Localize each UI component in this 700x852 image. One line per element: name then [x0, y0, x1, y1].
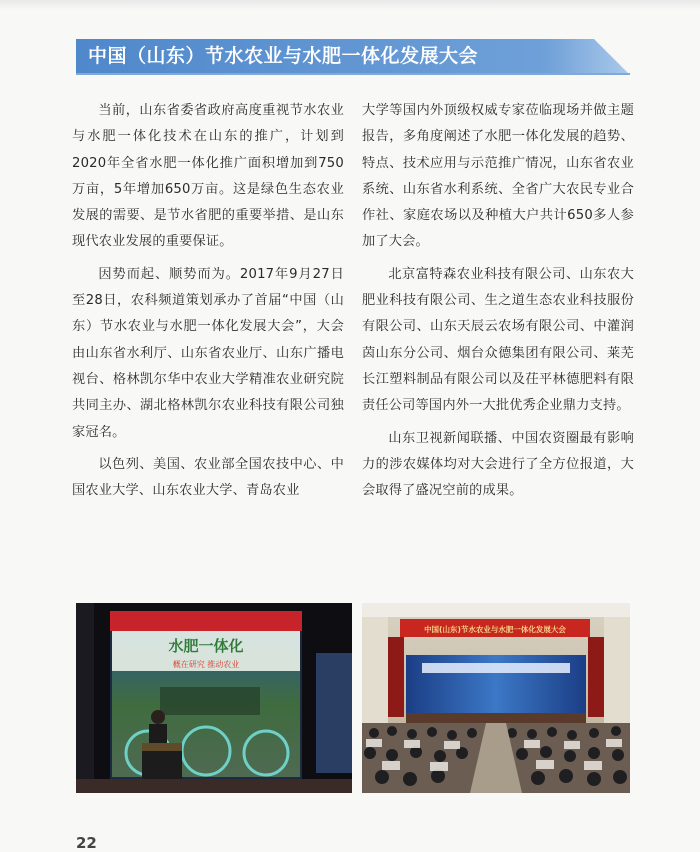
photo-speaker-podium — [76, 603, 352, 793]
article-right-column — [362, 98, 634, 504]
hall-photo-image — [362, 603, 630, 793]
paragraph-3-continued: 大学等国内外顶级权威专家莅临现场并做主题报告，多角度阐述了水肥一体化发展的趋势、特点、技术应用与示范推广情况，山东省农业系统、山东省水利系统、全省广大农民专业合作社、家庭农场以及种植大户共计650多人参加了大会。 — [362, 103, 634, 250]
paragraph-4: 北京富特森农业科技有限公司、山东农大肥业科技有限公司、生之道生态农业科技服份有限公司、山东天辰云农场有限公司、中灌润茵山东分公司、烟台众德集团有限公司、莱芜长江塑料制品有限公司以及茌平林德肥料有限责任公司等国内外一大批优秀企业鼎力支持。 — [362, 266, 634, 414]
banner-underline — [76, 73, 630, 75]
screen-title: 水肥一体化 — [168, 637, 244, 655]
page-title: 中国（山东）节水农业与水肥一体化发展大会 — [88, 45, 479, 67]
paragraph-1: 当前，山东省委省政府高度重视节水农业与水肥一体化技术在山东的推广，计划到2020年全省水肥一体化推广面积增加到750万亩，5年增加650万亩。这是绿色生态农业发展的需要、是节水省肥的重要举措、是山东现代农业发展的重要保证。 — [72, 103, 344, 250]
photo-conference-hall — [362, 603, 630, 793]
page-top-edge — [0, 0, 700, 10]
screen-subtitle: 概在研究 推动农业 — [172, 660, 240, 669]
speaker-photo-image — [76, 603, 352, 793]
paragraph-5: 山东卫视新闻联播、中国农资圈最有影响力的涉农媒体均对大会进行了全方位报道，大会取得了盛况空前的成果。 — [362, 430, 634, 499]
paragraph-3: 以色列、美国、农业部全国农技中心、中国农业大学、山东农业大学、青岛农业 — [72, 456, 344, 499]
paragraph-2: 因势而起、顺势而为。2017年9月27日至28日，农科频道策划承办了首届“中国（山东）节水农业与水肥一体化发展大会”，大会由山东省水利厅、山东省农业厅、山东广播电视台、格林凯尔华中农业大学精准农业研究院共同主办、湖北格林凯尔农业科技有限公司独家冠名。 — [72, 266, 344, 440]
stage-banner-text: 中国(山东)节水农业与水肥一体化发展大会 — [424, 625, 566, 634]
article-left-column — [72, 98, 344, 504]
page-number: 22 — [76, 834, 97, 852]
